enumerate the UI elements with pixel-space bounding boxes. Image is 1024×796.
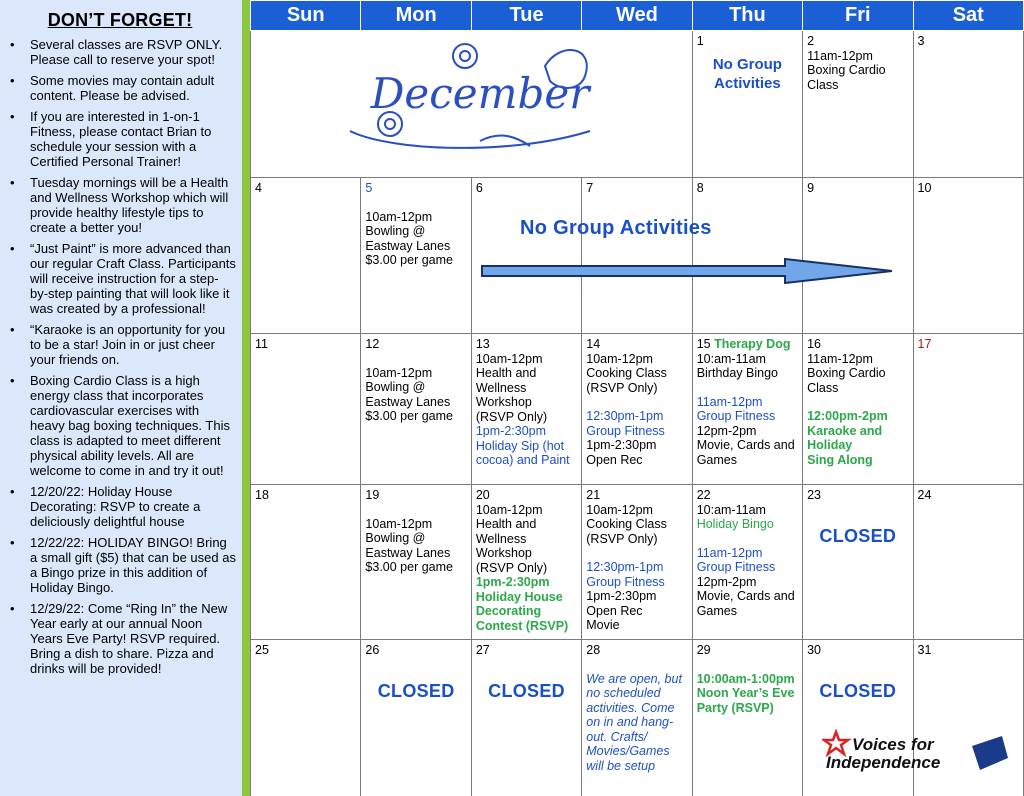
event-title: Movie: [586, 618, 620, 632]
event-title: Cooking Class (RSVP Only): [586, 366, 667, 395]
open-note: We are open, but no scheduled activities. Come on in and hang-out. Crafts/ Movies/Games will be setup: [586, 671, 682, 773]
event-time: 12pm-2pm: [696, 574, 757, 589]
event-time: 10am-12pm: [475, 502, 543, 517]
event-time: 10:00am-1:00pm: [696, 671, 795, 686]
day-number: 23: [807, 488, 822, 502]
day-number: 28: [586, 643, 601, 657]
day-cell: [913, 334, 1023, 485]
day-cell: [361, 178, 471, 334]
day-number: 8: [696, 181, 704, 195]
day-number: 9: [807, 181, 815, 195]
day-cell: [803, 485, 913, 640]
event-title: Open Rec: [586, 452, 643, 467]
day-number: 17: [917, 337, 932, 351]
day-number: 19: [365, 488, 380, 502]
event-time: 1pm-2:30pm: [586, 438, 657, 452]
week-row: [251, 334, 1024, 485]
day-header-sun: Sun: [251, 1, 361, 31]
week-row: [251, 485, 1024, 640]
event-title: Group Fitness: [696, 560, 776, 574]
reminder-item: • 12/29/22: Come “Ring In” the New Year early at our annual Noon Years Eve Party! RSVP required. Bring a dish to share. Pizza and drinks will be provided!: [4, 601, 236, 676]
event-time: 10am-12pm: [475, 351, 543, 366]
event-time: 10am-12pm: [586, 351, 653, 366]
event-time: 11am-12pm: [696, 545, 763, 560]
event-title: Open Rec: [586, 603, 643, 618]
event-title: Health and Wellness Workshop: [475, 517, 537, 560]
day-cell: [251, 485, 361, 640]
event-title: Cooking Class (RSVP Only): [586, 517, 667, 546]
event-time: 10am-12pm: [586, 502, 653, 517]
event-time: 10am-12pm: [365, 516, 433, 531]
event-tag: Therapy Dog: [714, 337, 791, 351]
day-number: 1: [696, 34, 704, 48]
day-cell: [692, 485, 802, 640]
event-time: 1pm-2:30pm: [475, 424, 547, 438]
calendar: [250, 0, 1024, 796]
day-number: 7: [586, 181, 594, 195]
day-number: 24: [917, 488, 932, 502]
logo-mark: [822, 728, 1012, 778]
day-number: 26: [365, 643, 380, 657]
event-note: (RSVP Only): [475, 560, 548, 575]
reminder-list: [4, 37, 236, 676]
day-number: 4: [255, 181, 262, 195]
day-cell: [582, 485, 692, 640]
reminder-item: • Several classes are RSVP ONLY. Please call to reserve your spot!: [4, 37, 236, 67]
day-number: 27: [475, 643, 490, 657]
event-price: $3.00 per game: [365, 560, 453, 574]
sidebar-title: DON’T FORGET!: [47, 10, 193, 30]
event-time: 11am-12pm: [807, 48, 873, 63]
event-time: 10:am-11am: [696, 502, 766, 517]
reminder-item: • If you are interested in 1-on-1 Fitness, please contact Brian to schedule your session with a Certified Personal Trainer!: [4, 109, 236, 169]
day-header-sat: Sat: [913, 1, 1023, 31]
event-title: Group Fitness: [586, 423, 665, 438]
event-price: $3.00 per game: [365, 409, 453, 423]
sidebar-divider: [242, 0, 250, 796]
event-title: Noon Year’s Eve Party (RSVP): [696, 686, 795, 715]
closed-label: CLOSED: [488, 680, 565, 701]
day-number: 6: [475, 181, 483, 195]
day-cell: [251, 640, 361, 796]
closed-label: CLOSED: [819, 525, 897, 546]
day-number: 31: [917, 643, 932, 657]
reminder-item: • 12/20/22: Holiday House Decorating: RSVP to create a deliciously delightful house: [4, 484, 236, 529]
reminder-item: • 12/22/22: HOLIDAY BINGO! Bring a small gift ($5) that can be used as a Bingo prize in this addition of Holiday Bingo.: [4, 535, 236, 595]
day-number: 30: [807, 643, 822, 657]
day-number: 16: [807, 337, 822, 351]
day-number: 25: [255, 643, 269, 657]
event-title: Sing Along: [807, 452, 873, 467]
closed-label: CLOSED: [819, 680, 897, 701]
day-cell: [692, 334, 802, 485]
day-cell: [913, 31, 1023, 178]
day-number: 22: [696, 488, 711, 502]
december-title: December: [370, 69, 590, 118]
event-title: Group Fitness: [696, 409, 776, 423]
day-number: 10: [917, 181, 932, 195]
reminder-item: • Some movies may contain adult content. Please be advised.: [4, 73, 236, 103]
voices-logo: [822, 728, 1012, 783]
day-cell: [692, 640, 802, 796]
day-number: 3: [917, 34, 925, 48]
day-cell: [251, 178, 361, 334]
event-title: Bowling @ Eastway Lanes: [365, 380, 451, 409]
event-title: Birthday Bingo: [696, 366, 778, 380]
event-title: Bowling @ Eastway Lanes: [365, 531, 451, 560]
reminder-item: • Boxing Cardio Class is a high energy class that incorporates cardiovascular exercises with heavy bag boxing techniques. This class is adapted to meet different physical ability levels. All are welcome to come in and try it out!: [4, 373, 236, 478]
no-activities-note: No Group Activities: [712, 55, 782, 92]
day-cell: [251, 334, 361, 485]
day-cell: [471, 485, 581, 640]
reminder-sidebar: [0, 0, 242, 796]
event-title: Boxing Cardio Class: [807, 63, 886, 92]
event-title: Boxing Cardio Class: [807, 366, 886, 395]
day-number: 18: [255, 488, 269, 502]
day-number: 29: [696, 643, 711, 657]
event-time: 1pm-2:30pm: [586, 589, 657, 603]
day-header-mon: Mon: [361, 1, 471, 31]
day-number: 21: [586, 488, 601, 502]
reminder-item: • “Karaoke is an opportunity for you to be a star! Join in or just cheer your friends on.: [4, 322, 236, 367]
day-number: 11: [255, 337, 268, 351]
day-cell: [913, 485, 1023, 640]
event-time: 12:30pm-1pm: [586, 560, 664, 574]
event-title: Holiday House Decorating Contest (RSVP): [475, 589, 569, 633]
event-time: 1pm-2:30pm: [475, 575, 550, 589]
event-time: 10:am-11am: [696, 351, 766, 366]
closed-label: CLOSED: [377, 680, 455, 701]
day-cell: [471, 334, 581, 485]
event-time: 10am-12pm: [365, 209, 433, 224]
day-header-tue: Tue: [471, 1, 581, 31]
day-number: 5: [365, 181, 373, 195]
day-cell: [471, 640, 581, 796]
weekday-header: [251, 1, 1024, 31]
logo-line1: Voices for: [852, 735, 934, 754]
reminder-item: • Tuesday mornings will be a Health and Wellness Workshop which will provide healthy lifestyle tips to create a better you!: [4, 175, 236, 235]
day-cell: [361, 485, 471, 640]
event-price: $3.00 per game: [365, 253, 453, 267]
event-title: Movie, Cards and Games: [696, 589, 795, 618]
day-header-fri: Fri: [803, 1, 913, 31]
day-header-thu: Thu: [692, 1, 802, 31]
event-title: Holiday Bingo: [696, 517, 774, 531]
event-title: Bowling @ Eastway Lanes: [365, 224, 451, 253]
event-time: 12:30pm-1pm: [586, 409, 664, 423]
day-header-wed: Wed: [582, 1, 692, 31]
reminder-item: • “Just Paint” is more advanced than our regular Craft Class. Participants will receive instruction for a step-by-step painting that will look like it was created by a professional!: [4, 241, 236, 316]
event-note: (RSVP Only): [475, 409, 548, 424]
day-number: 20: [475, 488, 490, 502]
day-number: 13: [475, 337, 490, 351]
day-cell: [582, 334, 692, 485]
day-cell: [692, 31, 802, 178]
event-title: Group Fitness: [586, 574, 665, 589]
arrow-right-icon: [480, 256, 900, 286]
event-time: 12:00pm-2pm: [807, 409, 888, 423]
day-cell: [361, 334, 471, 485]
event-time: 11am-12pm: [807, 351, 873, 366]
december-art: [330, 36, 630, 156]
event-title: Karaoke and Holiday: [807, 423, 883, 452]
event-title: Health and Wellness Workshop: [475, 366, 537, 409]
event-time: 11am-12pm: [696, 394, 763, 409]
logo-line2: Independence: [826, 753, 941, 772]
day-number: 15: [696, 337, 711, 351]
day-cell: [913, 178, 1023, 334]
event-title: Movie, Cards and Games: [696, 438, 795, 467]
no-activities-banner: No Group Activities: [520, 217, 712, 239]
day-cell: [361, 640, 471, 796]
day-number: 14: [586, 337, 601, 351]
day-number: 12: [365, 337, 380, 351]
event-time: 12pm-2pm: [696, 423, 757, 438]
day-cell: [582, 640, 692, 796]
day-cell: [803, 334, 913, 485]
event-time: 10am-12pm: [365, 365, 433, 380]
day-cell: [803, 31, 913, 178]
event-title: Holiday Sip (hot cocoa) and Paint: [475, 438, 570, 467]
day-number: 2: [807, 34, 815, 48]
